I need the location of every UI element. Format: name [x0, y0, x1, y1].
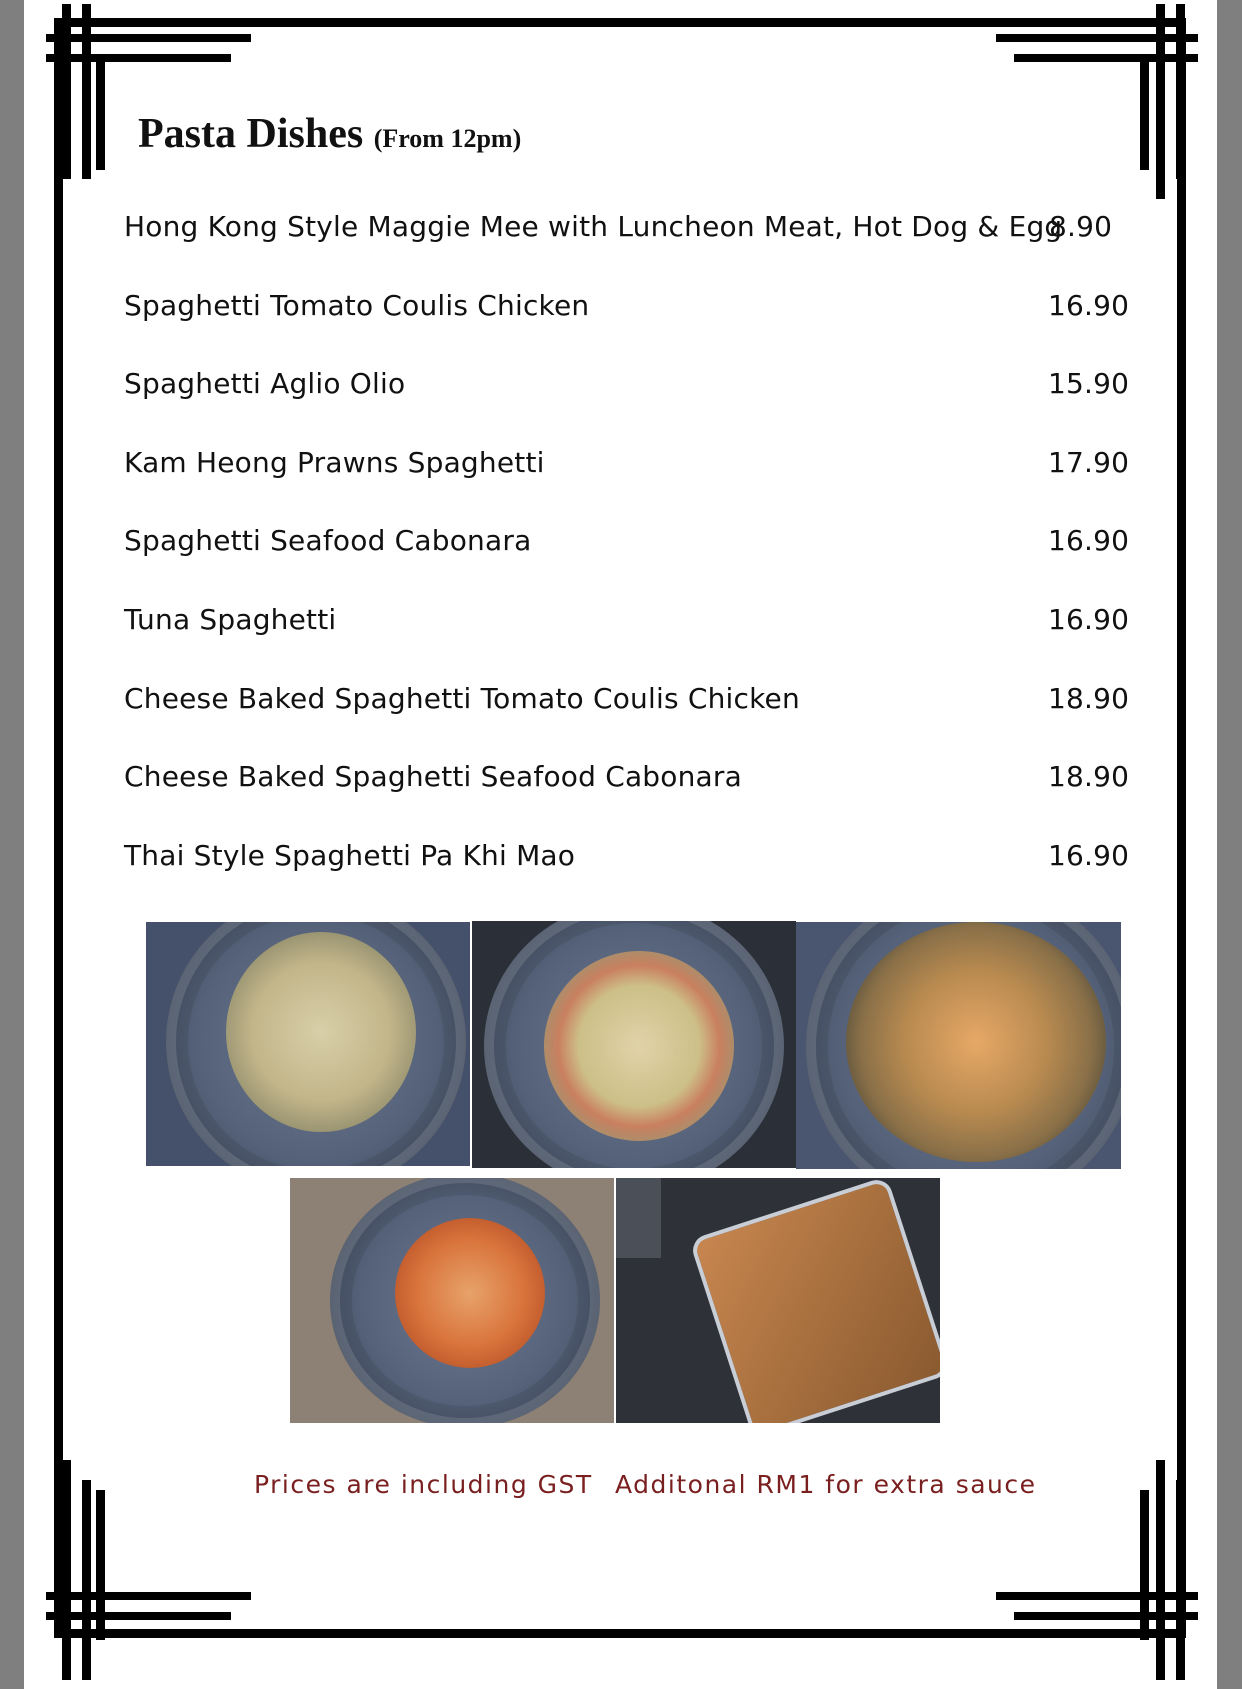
dish-photo-seafood-cabonara — [472, 921, 796, 1168]
menu-item-name: Kam Heong Prawns Spaghetti — [124, 445, 545, 479]
menu-item — [124, 206, 1124, 285]
menu-item-name: Thai Style Spaghetti Pa Khi Mao — [124, 838, 576, 872]
menu-title — [138, 110, 521, 158]
menu-item-name: Cheese Baked Spaghetti Tomato Coulis Chicken — [124, 681, 800, 715]
menu-title-text: Pasta Dishes — [138, 111, 364, 157]
menu-item-name: Cheese Baked Spaghetti Seafood Cabonara — [124, 760, 742, 794]
menu-item-price: 16.90 — [1048, 288, 1130, 322]
menu-item-price: 16.90 — [1048, 838, 1130, 872]
dish-photo-tomato-coulis — [290, 1178, 614, 1423]
dish-photo-aglio-olio — [146, 922, 470, 1166]
menu-subtitle: (From 12pm) — [373, 124, 522, 153]
menu-item — [124, 442, 1130, 521]
extra-sauce-note: Additonal RM1 for extra sauce — [615, 1470, 1037, 1499]
menu-item-name: Spaghetti Aglio Olio — [124, 367, 406, 401]
dish-photo-kam-heong-prawns — [796, 922, 1121, 1169]
menu-item — [124, 599, 1130, 678]
menu-item — [124, 363, 1130, 442]
menu-item-price: 18.90 — [1048, 760, 1130, 794]
gst-note: Prices are including GST — [254, 1470, 593, 1499]
menu-item-price: 8.90 — [1049, 210, 1113, 243]
menu-item-name: Hong Kong Style Maggie Mee with Luncheon Meat, Hot Dog & Egg — [124, 210, 1063, 243]
menu-item — [124, 835, 1130, 914]
menu-item — [124, 520, 1130, 599]
menu-item — [124, 285, 1130, 364]
menu-item-price: 17.90 — [1048, 445, 1130, 479]
dish-photo-cheese-baked — [616, 1178, 940, 1423]
menu-item — [124, 678, 1130, 757]
menu-item-name: Spaghetti Tomato Coulis Chicken — [124, 288, 590, 322]
menu-item-price: 18.90 — [1048, 681, 1130, 715]
menu-item — [124, 756, 1130, 835]
menu-item-price: 16.90 — [1048, 524, 1130, 558]
menu-item-name: Spaghetti Seafood Cabonara — [124, 524, 532, 558]
menu-item-list — [124, 206, 1130, 913]
menu-item-price: 16.90 — [1048, 602, 1130, 636]
menu-item-price: 15.90 — [1048, 367, 1130, 401]
menu-item-name: Tuna Spaghetti — [124, 602, 337, 636]
